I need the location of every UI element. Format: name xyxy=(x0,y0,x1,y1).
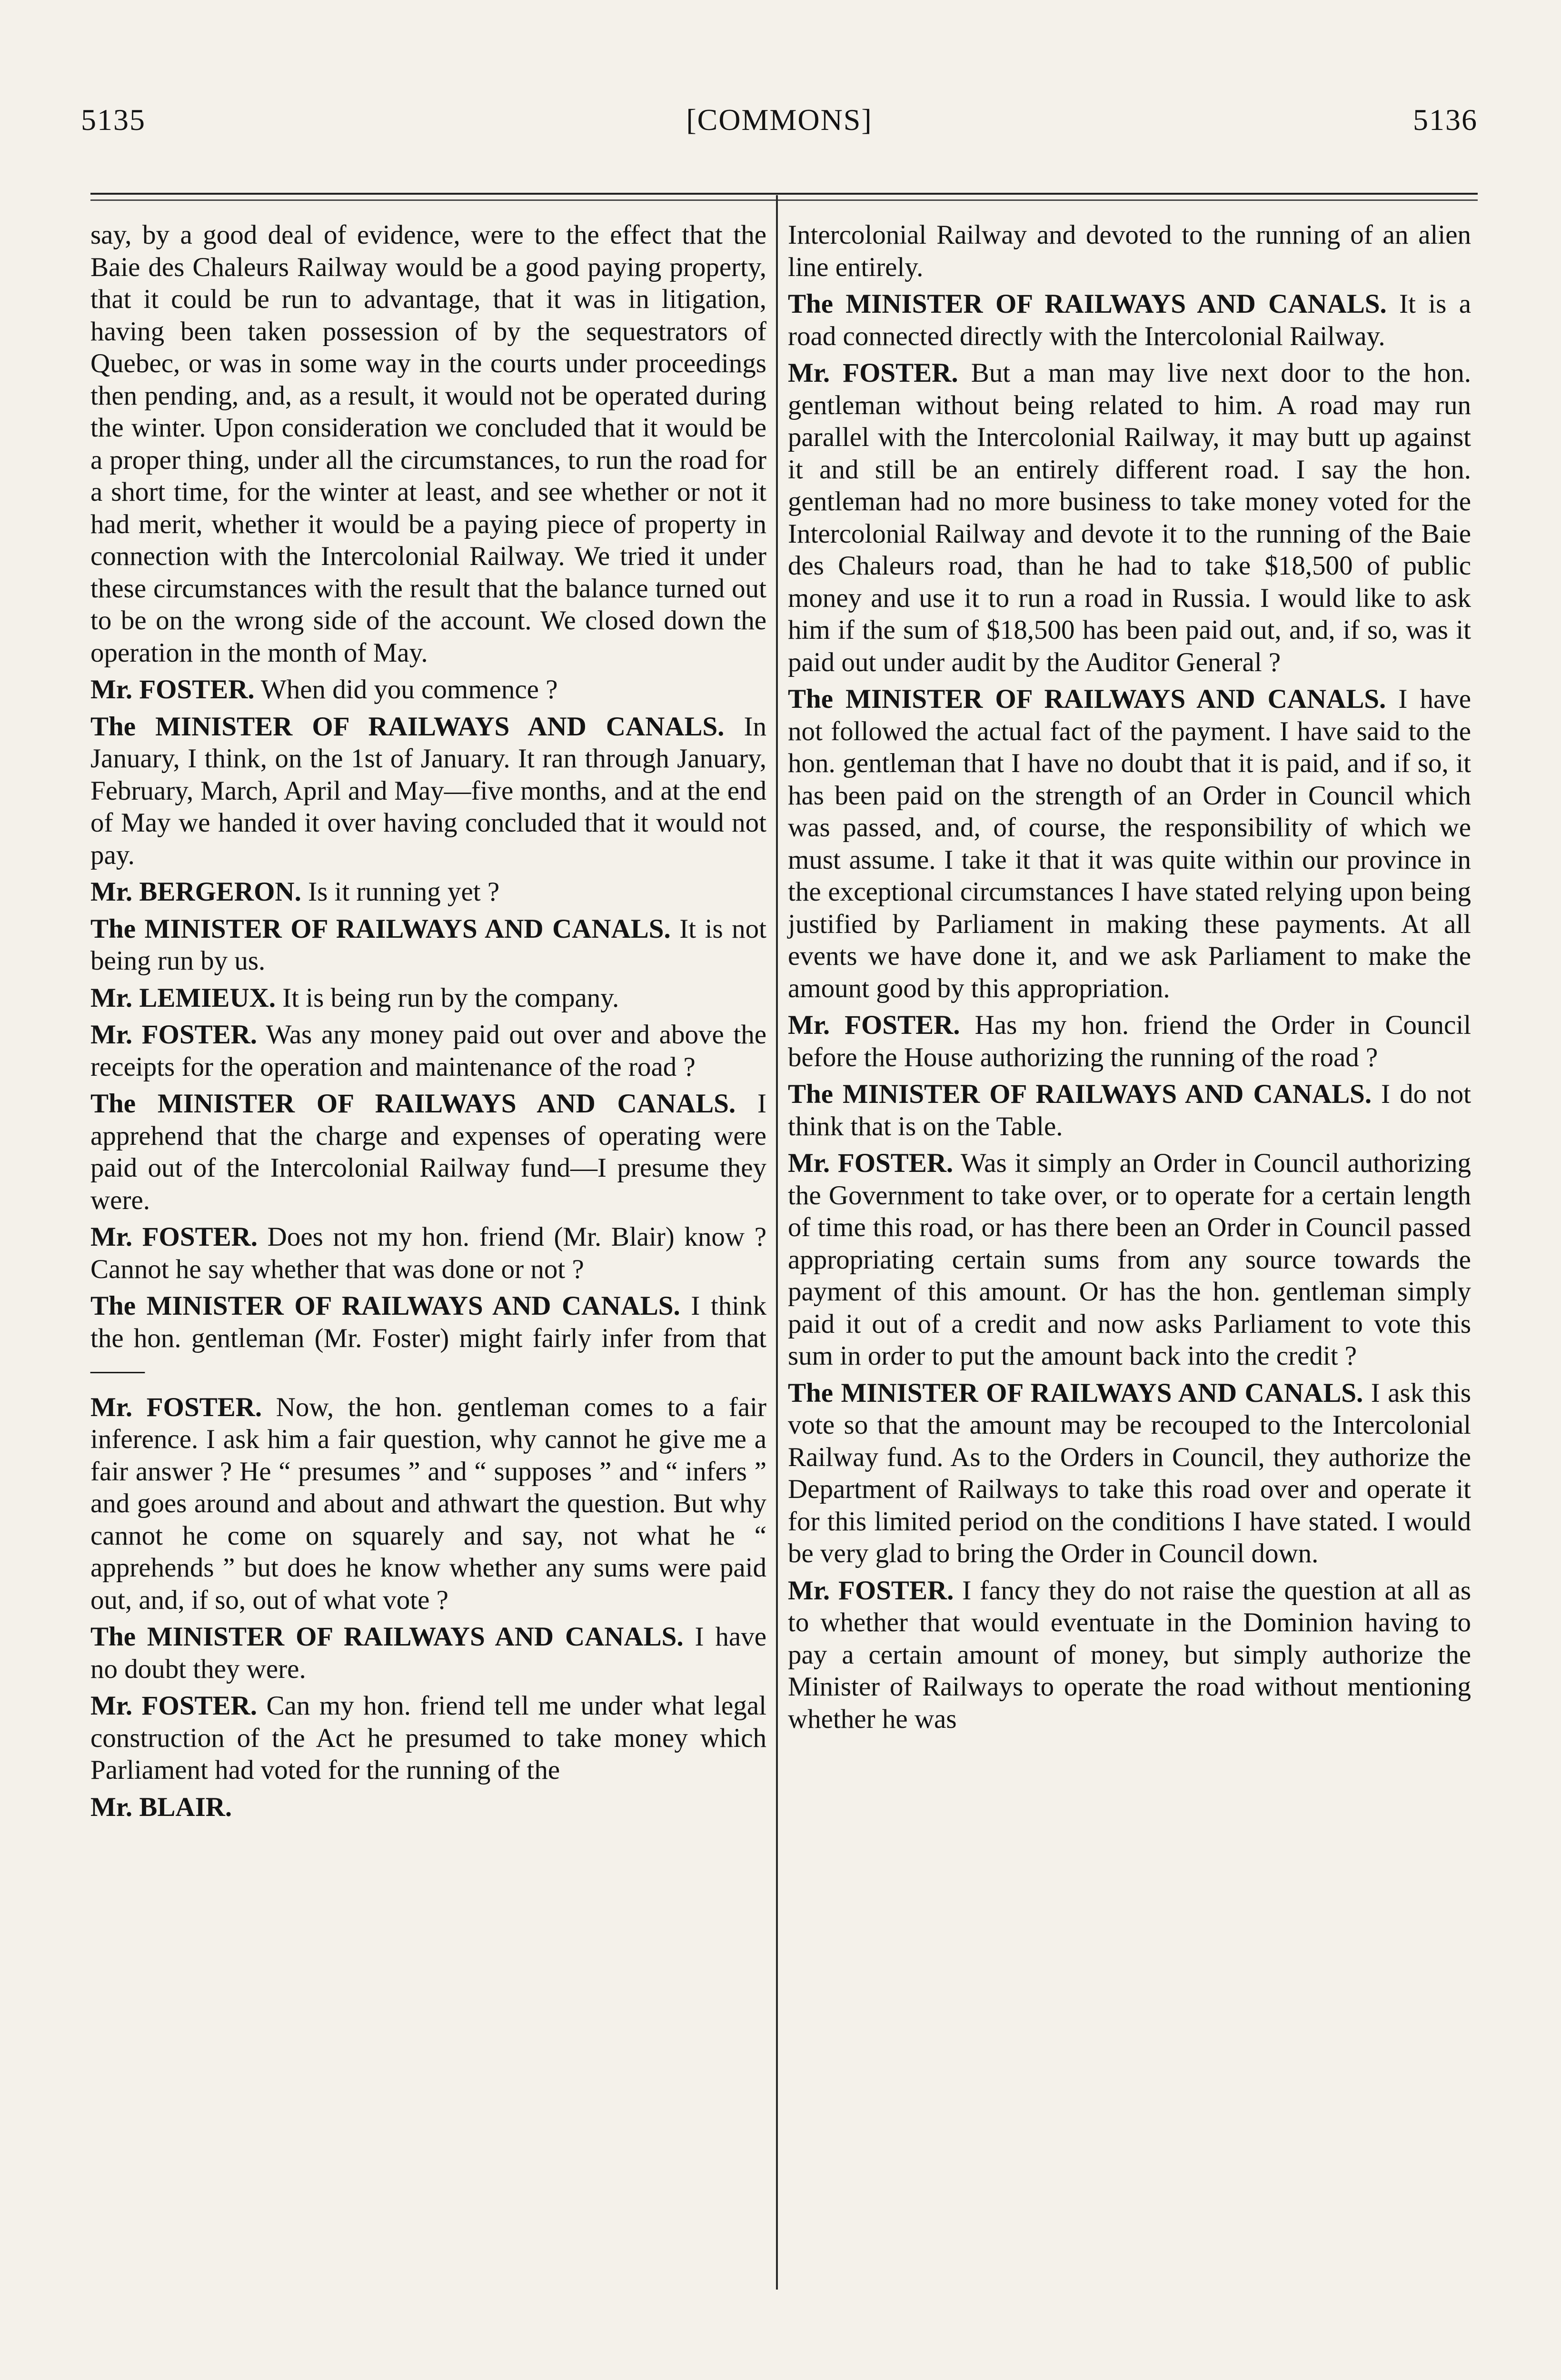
column-divider xyxy=(776,195,778,2290)
speaker-name: The MINISTER OF RAILWAYS AND CANALS. xyxy=(90,913,671,944)
speaker-name: Mr. FOSTER. xyxy=(90,1020,258,1050)
speaker-name: The MINISTER OF RAILWAYS AND CANALS. xyxy=(90,1622,684,1652)
speaker-name: The MINISTER OF RAILWAYS AND CANALS. xyxy=(90,1291,680,1321)
paragraph xyxy=(90,1391,766,1616)
paragraph-text: I think the hon. gentleman (Mr. Foster) might fairly infer from that—— xyxy=(90,1291,767,1385)
paragraph xyxy=(788,1009,1471,1073)
speaker-name: Mr. BLAIR. xyxy=(90,1792,232,1822)
speaker-name: Mr. FOSTER. xyxy=(90,1392,262,1422)
paragraph-text: In January, I think, on the 1st of January. It ran through January, February, March, April and May—five months, and at the end of May we handed it over having concluded that it would not pay. xyxy=(90,711,767,870)
speaker-name: Mr. BERGERON. xyxy=(90,877,301,907)
paragraph xyxy=(90,711,766,872)
paragraph xyxy=(90,674,766,706)
paragraph-text: say, by a good deal of evidence, were to the effect that the Baie des Chaleurs Railway would be a good paying property, that it could be run to advantage, that it was in litigation, having been taken possession of by the sequestrators of Quebec, or was in some way in the courts under proceedings then pending, and, as a result, it would not be operated during the winter. Upon consideration we concluded that it would be a proper thing, under all the circumstances, to run the road for a short time, for the winter at least, and see whether or not it had merit, whether it would be a paying piece of property in connection with the Intercolonial Railway. We tried it under these circumstances with the result that the balance turned out to be on the wrong side of the account. We closed down the operation in the month of May. xyxy=(90,220,766,668)
left-column xyxy=(90,219,766,1828)
paragraph xyxy=(90,913,766,977)
header-rule xyxy=(90,193,1478,201)
paragraph-text: I have no doubt they were. xyxy=(90,1622,767,1684)
paragraph-text: Now, the hon. gentleman comes to a fair inference. I ask him a fair question, why cannot he give me a fair answer ? He “ presumes ” and “ supposes ” and “ infers ” and goes around and about and athwart the question. But why cannot he come on squarely and say, not what he “ apprehends ” but does he know whether any sums were paid out, and, if so, out of what vote ? xyxy=(90,1392,766,1615)
page-header xyxy=(81,102,1478,145)
paragraph-text: I apprehend that the charge and expenses of operating were paid out of the Intercolonial Railway fund—I presume they were. xyxy=(90,1089,767,1215)
speaker-name: The MINISTER OF RAILWAYS AND CANALS. xyxy=(788,684,1386,714)
speaker-name: Mr. FOSTER. xyxy=(90,1222,258,1252)
paragraph-text: But a man may live next door to the hon. gentleman without being related to him. A road may run parallel with the Intercolonial Railway, it may butt up against it and still be an entirely different road. I say the hon. gentleman had no more business to take money voted for the Intercolonial Railway and devote it to the running of the Baie des Chaleurs road, than he had to take $18,500 of public money and use it to run a road in Russia. I would like to ask him if the sum of $18,500 has been paid out, and, if so, was it paid out under audit by the Auditor General ? xyxy=(788,358,1471,677)
paragraph-text: It is being run by the company. xyxy=(282,982,619,1013)
paragraph-text: When did you commence ? xyxy=(260,674,558,704)
paragraph-text: I have not followed the actual fact of the payment. I have said to the hon. gentleman that I have no doubt that it is paid, and if so, it has been paid on the strength of an Order in Council which was passed, and, of course, the responsibility of which we must assume. I take it that it was quite within our province in the exceptional circumstances I have stated relying upon being justified by Parliament in making these payments. At all events we have done it, and we ask Parliament to make the amount good by this appropriation. xyxy=(788,684,1471,1003)
paragraph xyxy=(788,1078,1471,1142)
speaker-name: Mr. FOSTER. xyxy=(90,674,255,704)
speaker-name: Mr. FOSTER. xyxy=(90,1691,257,1721)
running-title: [COMMONS] xyxy=(686,103,873,137)
paragraph-text: I do not think that is on the Table. xyxy=(788,1079,1472,1141)
paragraph-text: It is a road connected directly with the Intercolonial Railway. xyxy=(788,289,1471,351)
paragraph-text: Does not my hon. friend (Mr. Blair) know ? Cannot he say whether that was done or not ? xyxy=(90,1222,766,1284)
paragraph xyxy=(90,1621,766,1685)
paragraph xyxy=(788,683,1471,1004)
paragraph-text: Intercolonial Railway and devoted to the running of an alien line entirely. xyxy=(788,220,1471,282)
speaker-name: Mr. FOSTER. xyxy=(788,1575,954,1606)
speaker-name: The MINISTER OF RAILWAYS AND CANALS. xyxy=(90,711,725,742)
speaker-name: Mr. FOSTER. xyxy=(788,1148,954,1178)
paragraph xyxy=(788,1147,1471,1372)
paragraph xyxy=(90,1290,766,1387)
paragraph xyxy=(90,1019,766,1083)
paragraph-text: Can my hon. friend tell me under what legal construction of the Act he presumed to take money which Parliament had voted for the running of the xyxy=(90,1691,766,1785)
paragraph xyxy=(788,288,1471,352)
speaker-name: Mr. FOSTER. xyxy=(788,1010,960,1040)
speaker-name: The MINISTER OF RAILWAYS AND CANALS. xyxy=(788,289,1387,319)
paragraph xyxy=(788,357,1471,678)
paragraph xyxy=(788,1377,1471,1570)
paragraph-text: It is not being run by us. xyxy=(90,913,767,976)
speaker-name: Mr. LEMIEUX. xyxy=(90,982,276,1013)
page-number-right: 5136 xyxy=(1413,103,1478,137)
paragraph xyxy=(90,1088,766,1216)
page-number-left: 5135 xyxy=(81,103,146,137)
paragraph-text: I ask this vote so that the amount may be recouped to the Intercolonial Railway fund. As to the Orders in Council, they authorize the Department of Railways to take this road over and operate it for this limited period on the conditions I have stated. I would be very glad to bring the Order in Council down. xyxy=(788,1378,1472,1568)
paragraph-text: Was any money paid out over and above the receipts for the operation and maintenance of the road ? xyxy=(90,1020,766,1082)
speaker-name: The MINISTER OF RAILWAYS AND CANALS. xyxy=(90,1089,736,1119)
paragraph xyxy=(788,219,1471,283)
paragraph-text: Is it running yet ? xyxy=(308,877,500,907)
speaker-name: Mr. FOSTER. xyxy=(788,358,958,388)
right-column xyxy=(788,219,1471,1740)
speaker-name: The MINISTER OF RAILWAYS AND CANALS. xyxy=(788,1079,1372,1109)
paragraph xyxy=(90,1221,766,1285)
paragraph xyxy=(90,876,766,908)
paragraph-text: Has my hon. friend the Order in Council before the House authorizing the running of the road ? xyxy=(788,1010,1472,1072)
speaker-name: The MINISTER OF RAILWAYS AND CANALS. xyxy=(788,1378,1363,1408)
paragraph-text: Was it simply an Order in Council authorizing the Government to take over, or to operate for a certain length of time this road, or has there been an Order in Council passed appropriating certain sums from any source towards the payment of this amount. Or has the hon. gentleman simply paid it out of a credit and now asks Parliament to vote this sum in order to put the amount back into the credit ? xyxy=(788,1148,1471,1371)
paragraph xyxy=(788,1575,1471,1735)
paragraph xyxy=(90,219,766,669)
paragraph xyxy=(90,1690,766,1786)
paragraph-text: I fancy they do not raise the question at all as to whether that would eventuate in the Dominion having to pay a certain amount of money, but simply authorize the Minister of Railways to operate the road without mentioning whether he was xyxy=(788,1575,1471,1734)
paragraph xyxy=(90,982,766,1014)
paragraph xyxy=(90,1791,766,1824)
